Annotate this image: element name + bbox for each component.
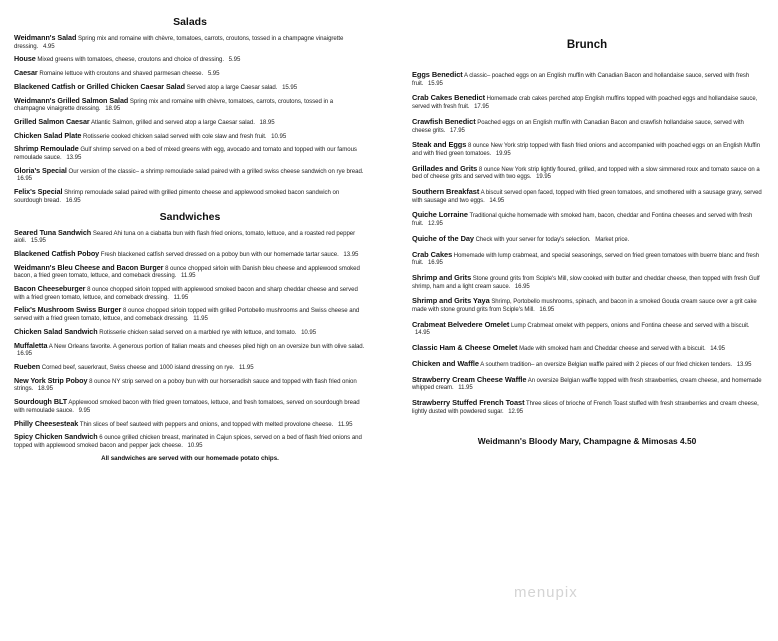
menu-item-name: Grilled Salmon Caesar bbox=[14, 116, 90, 126]
menu-item-description: Made with smoked ham and Cheddar cheese and served with a biscuit. bbox=[519, 346, 706, 353]
menu-item-description: Homemade with lump crabmeat, and special seasonings, served on fried green tomatoes with buerre blanc and fresh fruit. bbox=[412, 252, 760, 267]
menu-item-name: Felix's Mushroom Swiss Burger bbox=[14, 305, 122, 315]
menu-item bbox=[14, 433, 366, 449]
menu-item-name: Grillades and Grits bbox=[412, 163, 478, 173]
menu-item-description: Poached eggs on an English muffin with Canadian Bacon and crawfish hollandaise sauce, served with cheese grits. bbox=[412, 119, 744, 134]
menu-item-name: Eggs Benedict bbox=[412, 70, 463, 79]
menu-item-description: Shrimp, Portobello mushrooms, spinach, and bacon in a smoked Gouda cream sauce over a grit cake made with stone ground grits from Sciple's Mill. bbox=[412, 299, 757, 314]
menu-item bbox=[14, 264, 366, 280]
menu-item-price: 13.95 bbox=[66, 154, 82, 162]
menu-item bbox=[412, 297, 762, 314]
menu-item-description: Atlantic Salmon, grilled and served atop a large Caesar salad. bbox=[90, 118, 255, 126]
menu-item-description: 8 ounce NY strip served on a poboy bun with our horseradish sauce and topped with flash fried onion strings. bbox=[14, 377, 357, 393]
menu-item bbox=[14, 306, 366, 322]
menu-item-description: Our version of the classic– a shrimp remoulade salad paired with a grilled swiss cheese sandwich on rye bread. bbox=[68, 167, 364, 175]
menu-item-description: Mixed greens with tomatoes, cheese, croutons and choice of dressing. bbox=[37, 56, 225, 64]
menu-item-price: 15.95 bbox=[428, 80, 443, 87]
menu-item-price: 11.95 bbox=[239, 363, 254, 371]
menu-item-name: Shrimp Remoulade bbox=[14, 144, 79, 154]
drinks-line: Weidmann's Bloody Mary, Champagne & Mimosas 4.50 bbox=[477, 436, 697, 447]
menu-item bbox=[412, 188, 762, 205]
menu-item-description: 6 ounce grilled chicken breast, marinated in Cajun spices, served on a bed of flash fried onions and topped with applewood smoked bacon and pepper jack cheese. bbox=[14, 434, 362, 449]
menu-item-name: Quiche Lorraine bbox=[412, 210, 468, 220]
menu-item bbox=[14, 83, 366, 92]
menu-item bbox=[412, 71, 762, 88]
menu-item-description: 8 ounce chopped sirloin with Danish bleu cheese and applewood smoked bacon, a fried green tomato, lettuce, and comeback dressing. bbox=[14, 264, 360, 280]
menu-item-description: Spring mix and romaine with chèvre, tomatoes, carrots, croutons, tossed in a champagne vinaigrette dressing. bbox=[14, 97, 334, 113]
menu-item-price: 11.95 bbox=[180, 272, 196, 280]
menu-item-price: 11.95 bbox=[173, 293, 189, 301]
menu-item-name: House bbox=[14, 54, 36, 64]
menu-item bbox=[412, 211, 762, 228]
menu-item-name: Caesar bbox=[14, 68, 38, 78]
left-column bbox=[14, 0, 366, 462]
menu-item-description: Thin slices of beef sauteed with peppers and onions, and topped with melted provolone cheese. bbox=[79, 420, 334, 428]
menu-item-name: Shrimp and Grits bbox=[412, 272, 472, 282]
menu-item-price: 14.95 bbox=[710, 346, 725, 353]
menu-item bbox=[412, 251, 762, 268]
menu-item-description: Fresh blackened catfish served dressed on a poboy bun with our homemade tartar sauce. bbox=[100, 250, 339, 258]
salads-heading: Salads bbox=[173, 16, 207, 28]
menu-item bbox=[412, 376, 762, 393]
salads-list bbox=[14, 34, 366, 205]
menu-item bbox=[14, 97, 366, 113]
menu-item-description: Rotisserie chicken salad served on a marbled rye with lettuce, and tomato. bbox=[99, 328, 297, 336]
menu-item-description: 8 ounce chopped sirloin topped with grilled Portobello mushrooms and Swiss cheese and served with a fried green tomato, lettuce, and comeback dressing. bbox=[14, 307, 360, 323]
menu-item-price: 5.95 bbox=[207, 70, 220, 78]
menu-item-description: Applewood smoked bacon with fried green tomatoes, lettuce, and fresh tomatoes, served on sourdough bread with remoulade sauce. bbox=[14, 399, 360, 414]
menu-item-name: Crawfish Benedict bbox=[412, 116, 476, 126]
menu-item-description: 8 ounce New York strip topped with flash fried onions and accompanied with poached eggs on an English Muffin and with fried green tomatoes. bbox=[412, 143, 760, 157]
menu-item-description: Lump Crabmeat omelet with peppers, onions and Fontina cheese and served with a biscuit. bbox=[510, 322, 750, 329]
menu-item-price: 10.95 bbox=[271, 132, 287, 140]
menu-item-price: 18.95 bbox=[259, 118, 275, 126]
menu-item-price: 16.95 bbox=[17, 350, 32, 358]
menu-item bbox=[14, 342, 366, 358]
menu-item-name: Southern Breakfast bbox=[412, 187, 480, 197]
menu-item-name: Steak and Eggs bbox=[412, 140, 467, 150]
menu-item-price: 13.95 bbox=[343, 250, 359, 258]
menu-item-price: 16.95 bbox=[17, 175, 32, 183]
menu-item bbox=[14, 188, 366, 204]
menu-item bbox=[14, 69, 366, 78]
menu-item-name: Felix's Special bbox=[14, 187, 63, 197]
menu-item-price: 18.95 bbox=[37, 385, 53, 393]
menu-item-description: An oversize Belgian waffle topped with fresh strawberries, cream cheese, and homemade whipped cream. bbox=[412, 377, 762, 392]
menu-item-price: 16.95 bbox=[428, 260, 443, 267]
menu-item-name: Quiche of the Day bbox=[412, 233, 474, 243]
menu-item bbox=[412, 274, 762, 291]
menu-item bbox=[412, 141, 762, 158]
menu-item-description: Traditional quiche homemade with smoked ham, bacon, cheddar and Fontina cheeses and served with fresh fruit. bbox=[412, 213, 753, 228]
menu-item-price: 15.95 bbox=[282, 83, 298, 91]
menu-item-name: Chicken Salad Plate bbox=[14, 130, 82, 140]
menu-item-description: 8 ounce New York strip lightly floured, grilled, and topped with a slow simmered roux and tomato sauce on a bed of cheese grits and served with two eggs. bbox=[412, 166, 760, 181]
menu-item bbox=[14, 285, 366, 301]
brunch-list bbox=[412, 71, 762, 416]
menu-item-price: 19.95 bbox=[536, 174, 551, 181]
menu-item-name: Weidmann's Grilled Salmon Salad bbox=[14, 95, 129, 105]
menu-item bbox=[14, 55, 366, 64]
menu-item-price: 14.95 bbox=[489, 197, 505, 204]
menu-item-description: Spring mix and romaine with chèvre, tomatoes, carrots, croutons, tossed in a champagne vinaigrette dressing. bbox=[14, 35, 344, 50]
menu-item-name: Chicken and Waffle bbox=[412, 358, 479, 368]
menu-item-description: Three slices of brioche of French Toast stuffed with fresh strawberries and cream cheese, lightly dusted with powdered sugar. bbox=[412, 400, 759, 415]
watermark: menupix bbox=[514, 584, 578, 601]
menu-item-name: Chicken Salad Sandwich bbox=[14, 326, 98, 336]
menu-item-name: Crab Cakes bbox=[412, 249, 453, 259]
menu-item-price: 11.95 bbox=[337, 420, 353, 428]
menu-item-price: 19.95 bbox=[495, 150, 511, 157]
menu-item-description: A southern tradition– an oversize Belgian waffle paired with 2 pieces of our fried chicken tenders. bbox=[480, 361, 733, 368]
menu-item-description: Gulf shrimp served on a bed of mixed greens with egg, avocado and tomato and topped with our famous remoulade sauce. bbox=[14, 146, 357, 162]
menu-item-price: 9.95 bbox=[78, 406, 91, 414]
menu-item-description: A classic– poached eggs on an English muffin with Canadian Bacon and hollandaise sauce, served with fresh fruit. bbox=[412, 73, 750, 87]
menu-item-name: New York Strip Poboy bbox=[14, 375, 88, 385]
menu-item-price: 10.95 bbox=[301, 328, 317, 336]
menu-item-name: Crab Cakes Benedict bbox=[412, 93, 485, 103]
menu-item bbox=[14, 229, 366, 245]
menu-item-name: Crabmeat Belvedere Omelet bbox=[412, 319, 510, 329]
menu-item-name: Bacon Cheeseburger bbox=[14, 284, 86, 294]
menu-item bbox=[14, 145, 366, 161]
menu-item-description: Shrimp remoulade salad paired with grilled pimento cheese and applewood smoked bacon sandwich on sourdough bread. bbox=[14, 189, 340, 204]
menu-item-description: Stone ground grits from Sciple's Mill, slow cooked with butter and cheddar cheese, then topped with fresh Gulf shrimp, ham and a light cream sauce. bbox=[412, 275, 760, 290]
menu-item-name: Rueben bbox=[14, 361, 41, 371]
menu-item-name: Strawberry Stuffed French Toast bbox=[412, 397, 525, 407]
sandwiches-footnote: All sandwiches are served with our homemade potato chips. bbox=[101, 454, 279, 462]
menu-item-description: Served atop a large Caesar salad. bbox=[186, 83, 278, 91]
menu-item-name: Blackened Catfish Poboy bbox=[14, 248, 100, 258]
sandwiches-list bbox=[14, 229, 366, 450]
menu-item bbox=[14, 34, 366, 50]
menu-item-name: Spicy Chicken Sandwich bbox=[14, 432, 98, 442]
menu-item-price: 11.95 bbox=[458, 385, 473, 392]
menu-item-description: Romaine lettuce with croutons and shaved parmesan cheese. bbox=[39, 70, 204, 78]
menu-item bbox=[14, 363, 366, 372]
menu-item bbox=[412, 321, 762, 338]
menu-item-price: 16.95 bbox=[65, 196, 81, 204]
menu-item-name: Sourdough BLT bbox=[14, 397, 68, 407]
menu-item-name: Blackened Catfish or Grilled Chicken Caesar Salad bbox=[14, 81, 185, 91]
menu-item-price: Market price. bbox=[595, 236, 630, 243]
menu-item bbox=[412, 118, 762, 135]
menu-item bbox=[412, 344, 762, 354]
brunch-heading: Brunch bbox=[566, 39, 608, 51]
menu-item-price: 16.95 bbox=[539, 307, 555, 314]
menu-item bbox=[412, 235, 762, 245]
menu-item-description: Seared Ahi tuna on a ciabatta bun with flash fried onions, tomato, lettuce, and a roasted red pepper aioli. bbox=[14, 229, 356, 245]
menu-item-price: 12.95 bbox=[428, 221, 443, 228]
menu-item-price: 18.95 bbox=[105, 105, 121, 113]
menu-item-price: 11.95 bbox=[193, 315, 208, 323]
menu-item-description: Homemade crab cakes perched atop English muffins topped with poached eggs and hollandaise sauce, served with fresh fruit. bbox=[412, 96, 758, 111]
menu-item-price: 14.95 bbox=[415, 330, 430, 337]
menu-item bbox=[14, 250, 366, 259]
menu-item-name: Classic Ham & Cheese Omelet bbox=[412, 343, 518, 353]
menu-item bbox=[14, 377, 366, 393]
menu-item-description: A New Orleans favorite. A generous portion of Italian meats and cheeses piled high on an oversize bun with olive salad. bbox=[48, 342, 365, 350]
menu-item-description: Check with your server for today's selection. bbox=[475, 236, 591, 243]
menu-item bbox=[412, 165, 762, 182]
right-column bbox=[412, 0, 762, 446]
menu-item bbox=[14, 167, 366, 183]
menu-item-name: Seared Tuna Sandwich bbox=[14, 227, 92, 237]
menu-item bbox=[412, 94, 762, 111]
menu-item-price: 15.95 bbox=[30, 237, 46, 245]
menu-item-description: A biscuit served open faced, topped with fried green tomatoes, and smothered with a sausage gravy, served with sausage and two eggs. bbox=[412, 190, 762, 204]
sandwiches-heading: Sandwiches bbox=[159, 210, 221, 223]
menu-item-name: Shrimp and Grits Yaya bbox=[412, 296, 490, 306]
menu-item-price: 5.95 bbox=[228, 56, 241, 64]
menu-item bbox=[412, 399, 762, 416]
menu-item-price: 12.95 bbox=[508, 408, 524, 415]
menu-item-name: Muffaletta bbox=[14, 340, 48, 350]
menu-item-name: Weidmann's Bleu Cheese and Bacon Burger bbox=[14, 262, 164, 272]
menu-item-price: 13.95 bbox=[736, 361, 752, 368]
menu-item-price: 10.95 bbox=[187, 441, 203, 449]
menu-item-name: Gloria's Special bbox=[14, 165, 67, 175]
menu-item-description: 8 ounce chopped sirloin topped with applewood smoked bacon and sharp cheddar cheese and served with a fried green tomato, lettuce, and comeback dressing. bbox=[14, 286, 358, 301]
menu-item-price: 17.95 bbox=[450, 127, 465, 134]
menu-item-price: 4.95 bbox=[42, 42, 55, 50]
menu-item-name: Weidmann's Salad bbox=[14, 33, 77, 42]
menu-item bbox=[14, 398, 366, 414]
menu-item bbox=[14, 132, 366, 141]
menu-item-price: 16.95 bbox=[514, 283, 530, 290]
menu-item-name: Philly Cheesesteak bbox=[14, 418, 79, 428]
menu-item bbox=[14, 420, 366, 429]
menu-item bbox=[412, 360, 762, 370]
menu-item-description: Corned beef, sauerkraut, Swiss cheese and 1000 island dressing on rye. bbox=[41, 363, 235, 371]
menu-item-description: Rotisserie cooked chicken salad served with cole slaw and fresh fruit. bbox=[83, 132, 267, 140]
menu-item-price: 17.95 bbox=[474, 104, 489, 111]
menu-item bbox=[14, 328, 366, 337]
menu-item bbox=[14, 118, 366, 127]
menu-item-name: Strawberry Cream Cheese Waffle bbox=[412, 374, 527, 384]
